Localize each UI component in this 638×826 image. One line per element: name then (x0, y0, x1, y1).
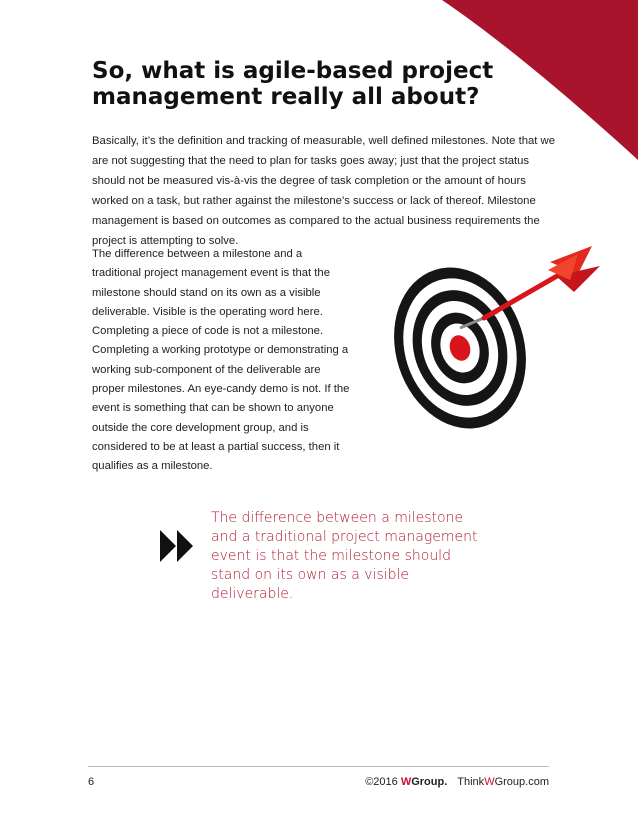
intro-paragraph: Basically, it’s the definition and tracking of measurable, well defined milestones. Note that we are not suggesting that the need to plan for tasks goes away; just that the project status should not be measured vis-à-vis the degree of task completion or the amount of hours worked on a task, but rather against the milestone’s success or lack of thereof. Milestone management is based on outcomes as compared to the actual business requirements the project is attempting to solve. (92, 135, 556, 247)
dartboard-with-dart-icon (378, 240, 608, 440)
pull-quote: The difference between a milestone and a traditional project management event is that the milestone should stand on its own as a visible deliverable. (211, 510, 478, 602)
double-play-arrow-icon (160, 530, 194, 562)
footer-divider (88, 766, 549, 767)
site-url (457, 776, 549, 788)
page-title: So, what is agile-based project management really all about? (92, 58, 494, 110)
brand-w: W (400, 776, 412, 788)
site-prefix: Think (457, 776, 485, 788)
brand-rest: Group. (411, 776, 448, 788)
copyright-text: ©2016 (365, 776, 401, 788)
milestone-paragraph: The difference between a milestone and a traditional project management event is that the milestone should stand on its own as a visible deliverable. Visible is the operating word here. Completing a piece of code is not a milestone. Completing a working prototype or demonstrating a working sub-component of the deliverable are proper milestones. An eye-candy demo is not. If the event is something that can be shown to anyone outside the core development group, and is considered to be at least a partial success, then it qualifies as a milestone. (92, 248, 350, 473)
footer-copyright (365, 776, 549, 788)
page-number: 6 (88, 776, 95, 788)
brand-name (401, 776, 447, 788)
site-suffix: Group.com (494, 776, 549, 788)
site-w: W (484, 776, 495, 788)
